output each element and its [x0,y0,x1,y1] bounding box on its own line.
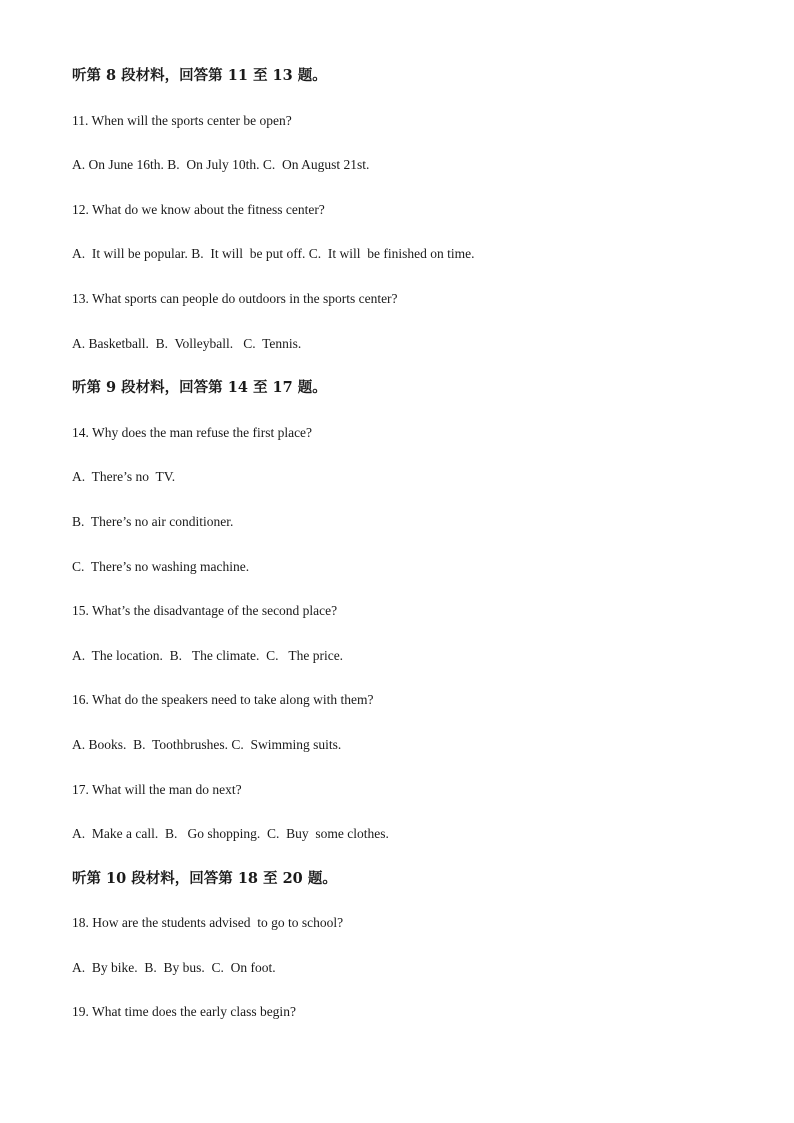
answer-option: B. There’s no air conditioner. [72,513,234,529]
answer-options: A. By bike. B. By bus. C. On foot. [72,959,276,975]
question-text: 13. What sports can people do outdoors in the sports center? [72,290,398,306]
question-text: 19. What time does the early class begin? [72,1004,296,1020]
answer-options: A. Basketball. B. Volleyball. C. Tennis. [72,335,302,351]
answer-options: A. The location. B. The climate. C. The price. [72,647,344,663]
section-heading: 听第 9 段材料，回答第 14 至 17 题。 [72,379,327,397]
document-page [72,66,732,1047]
answer-options: A. On June 16th. B. On July 10th. C. On August 21st. [72,157,370,173]
question-text: 12. What do we know about the fitness center? [72,201,325,217]
answer-option: C. There’s no washing machine. [72,558,250,574]
answer-options: A. It will be popular. B. It will be put off. C. It will be finished on time. [72,246,475,262]
question-text: 15. What’s the disadvantage of the second place? [72,603,338,619]
question-text: 16. What do the speakers need to take along with them? [72,692,374,708]
question-text: 14. Why does the man refuse the first place? [72,424,313,440]
answer-options: A. Books. B. Toothbrushes. C. Swimming suits. [72,736,342,752]
answer-option: A. There’s no TV. [72,469,176,485]
section-heading: 听第 10 段材料，回答第 18 至 20 题。 [72,869,337,887]
answer-options: A. Make a call. B. Go shopping. C. Buy some clothes. [72,826,389,842]
section-heading: 听第 8 段材料，回答第 11 至 13 题。 [72,67,327,84]
question-text: 18. How are the students advised to go to school? [72,915,344,931]
question-text: 11. When will the sports center be open? [72,112,292,128]
question-text: 17. What will the man do next? [72,781,242,797]
